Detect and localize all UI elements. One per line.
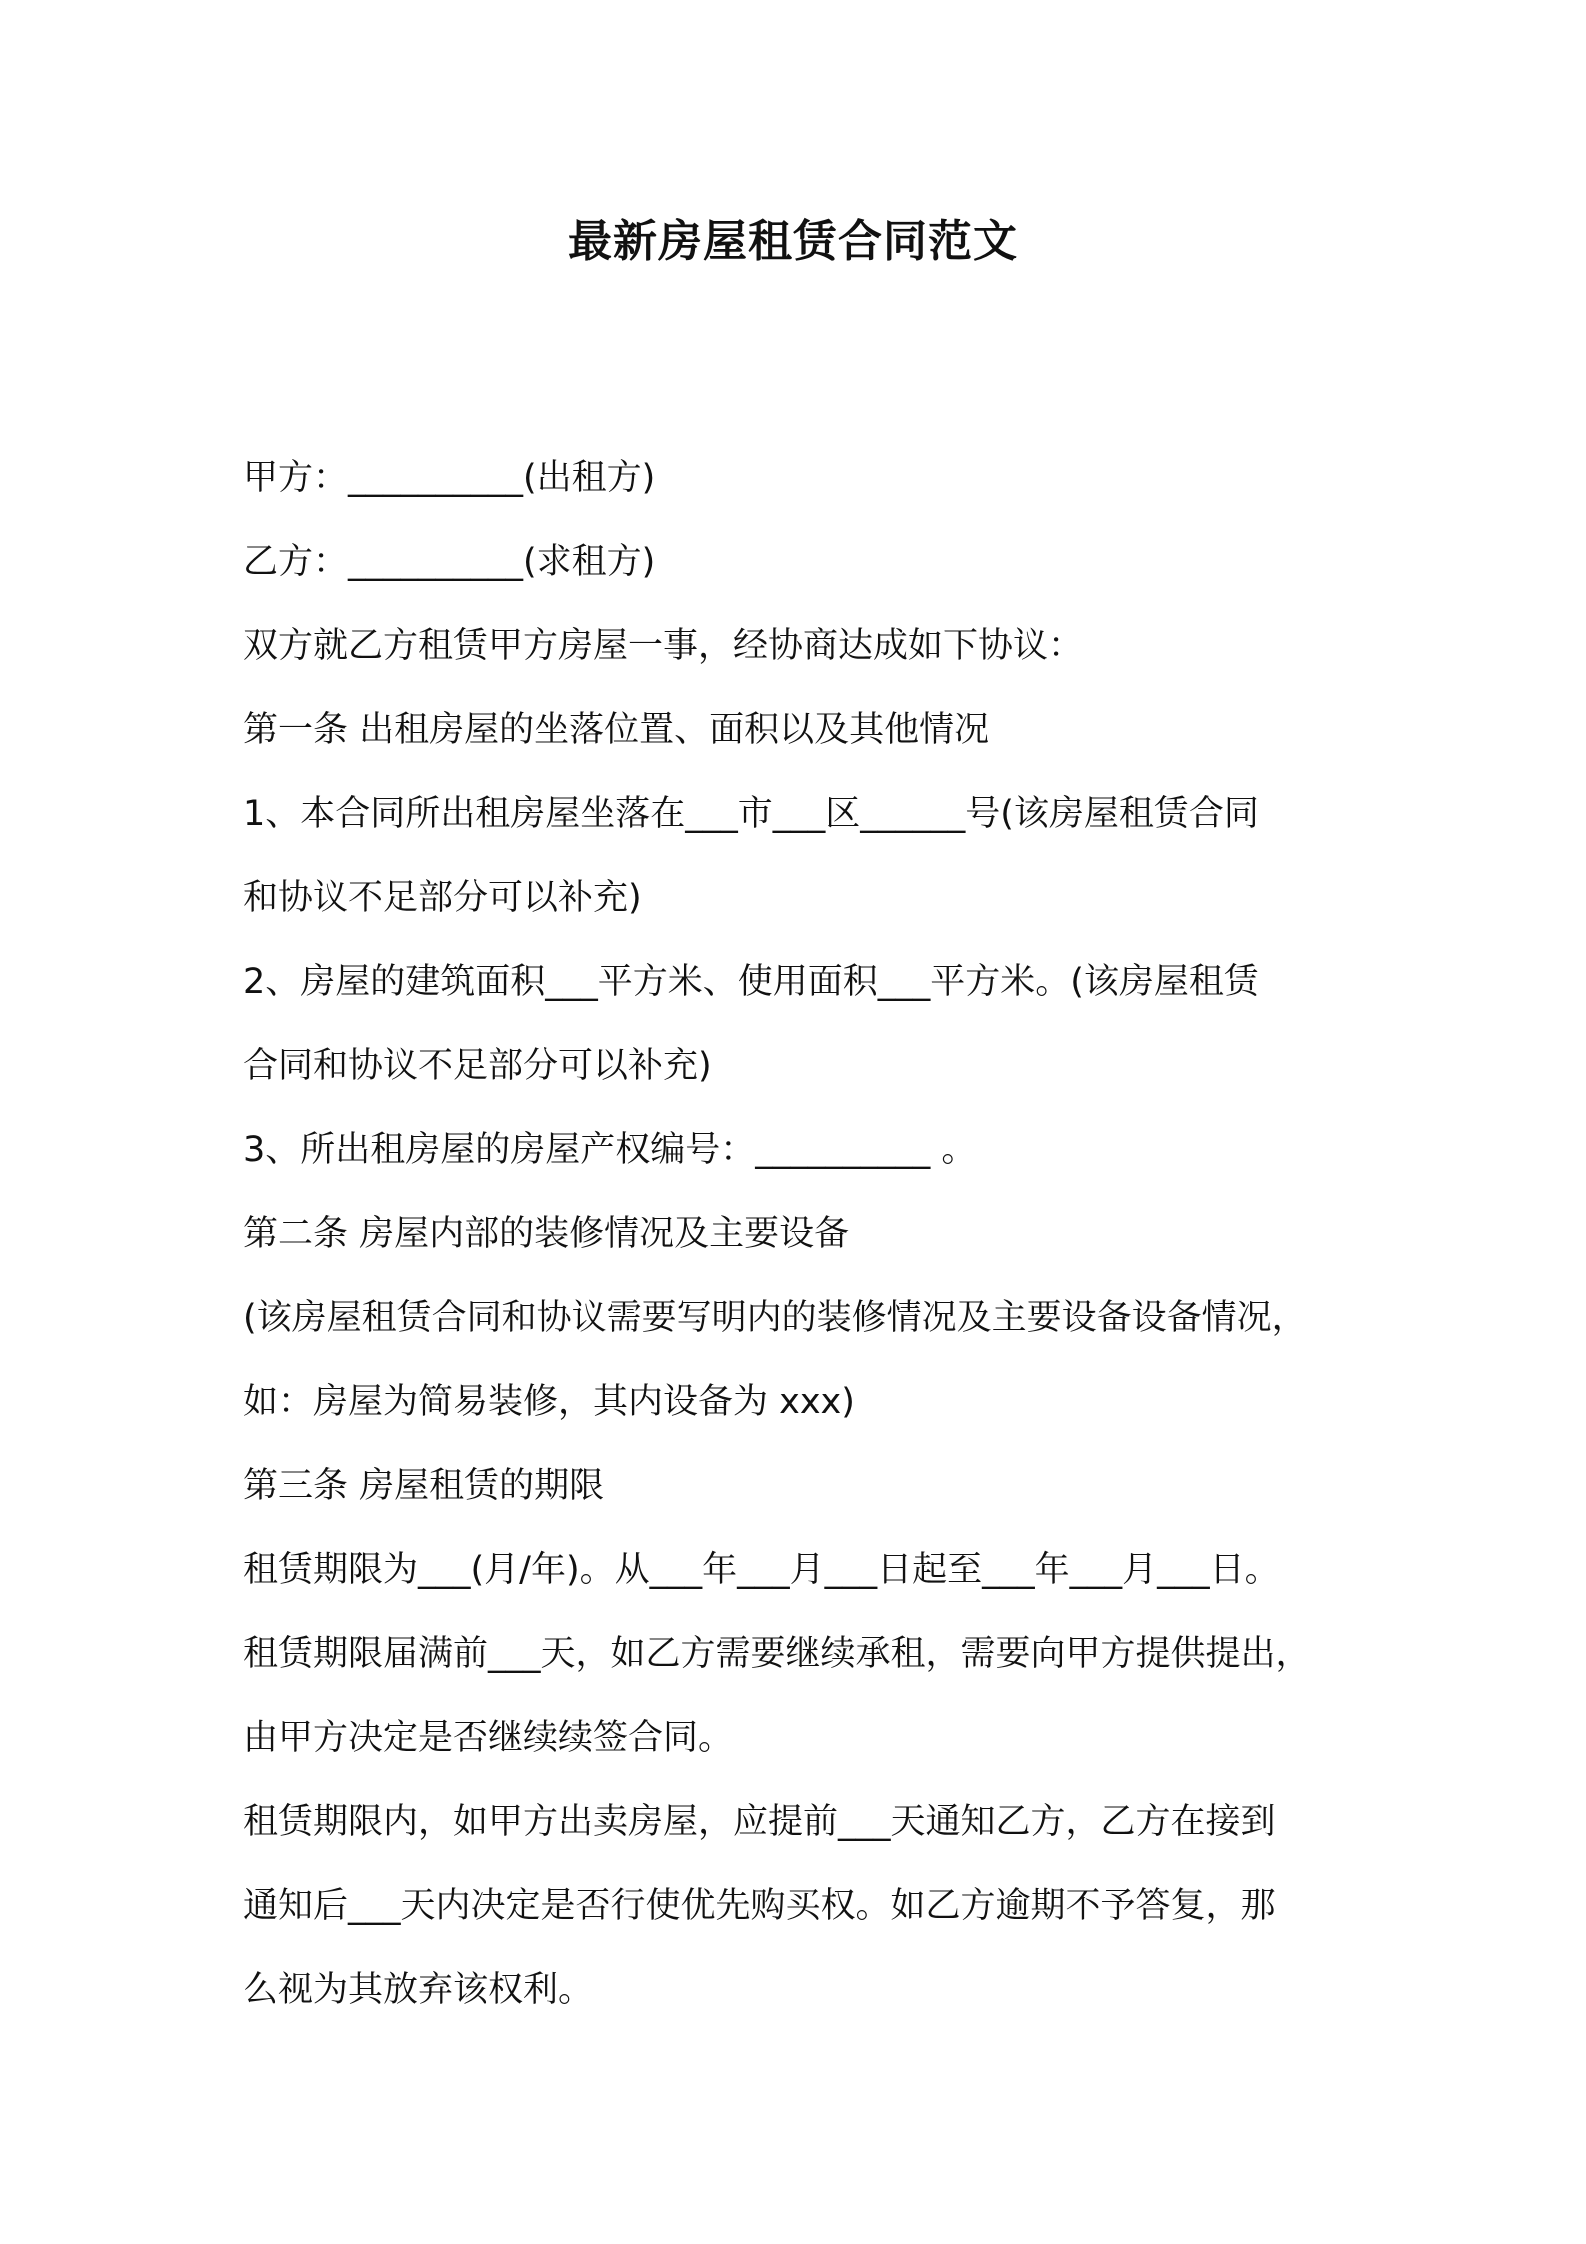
article-2-note-line-2: 如：房屋为简易装修，其内设备为 xxx) <box>243 1382 855 1422</box>
article-1-clause-1-line-1: 1、本合同所出租房屋坐落在___市___区______号(该房屋租赁合同 <box>243 794 1259 834</box>
preemption-line-1: 租赁期限内，如甲方出卖房屋，应提前___天通知乙方，乙方在接到 <box>243 1802 1276 1842</box>
party-a-line: 甲方：__________(出租方) <box>243 458 656 498</box>
article-1-clause-2-line-2: 合同和协议不足部分可以补充) <box>243 1046 712 1086</box>
party-b-line: 乙方：__________(求租方) <box>243 542 656 582</box>
preemption-line-3: 么视为其放弃该权利。 <box>243 1970 594 2010</box>
preemption-line-2: 通知后___天内决定是否行使优先购买权。如乙方逾期不予答复，那 <box>243 1886 1276 1926</box>
lease-renewal-line-2: 由甲方决定是否继续续签合同。 <box>243 1718 734 1758</box>
article-2-note-line-1: (该房屋租赁合同和协议需要写明内的装修情况及主要设备设备情况， <box>243 1298 1307 1338</box>
article-2-heading: 第二条 房屋内部的装修情况及主要设备 <box>243 1214 850 1254</box>
lease-renewal-line-1: 租赁期限届满前___天，如乙方需要继续承租，需要向甲方提供提出， <box>243 1634 1311 1674</box>
article-3-heading: 第三条 房屋租赁的期限 <box>243 1466 605 1506</box>
article-1-clause-2-line-1: 2、房屋的建筑面积___平方米、使用面积___平方米。(该房屋租赁 <box>243 962 1259 1002</box>
agreement-intro: 双方就乙方租赁甲方房屋一事，经协商达成如下协议： <box>243 626 1084 666</box>
document-title: 最新房屋租赁合同范文 <box>568 216 1018 267</box>
document-body <box>243 448 1383 2044</box>
article-1-heading: 第一条 出租房屋的坐落位置、面积以及其他情况 <box>243 710 990 750</box>
lease-term-line: 租赁期限为___(月/年)。从___年___月___日起至___年___月___日。 <box>243 1550 1280 1590</box>
article-1-clause-1-line-2: 和协议不足部分可以补充) <box>243 878 642 918</box>
article-1-clause-3: 3、所出租房屋的房屋产权编号：__________ 。 <box>243 1130 977 1170</box>
